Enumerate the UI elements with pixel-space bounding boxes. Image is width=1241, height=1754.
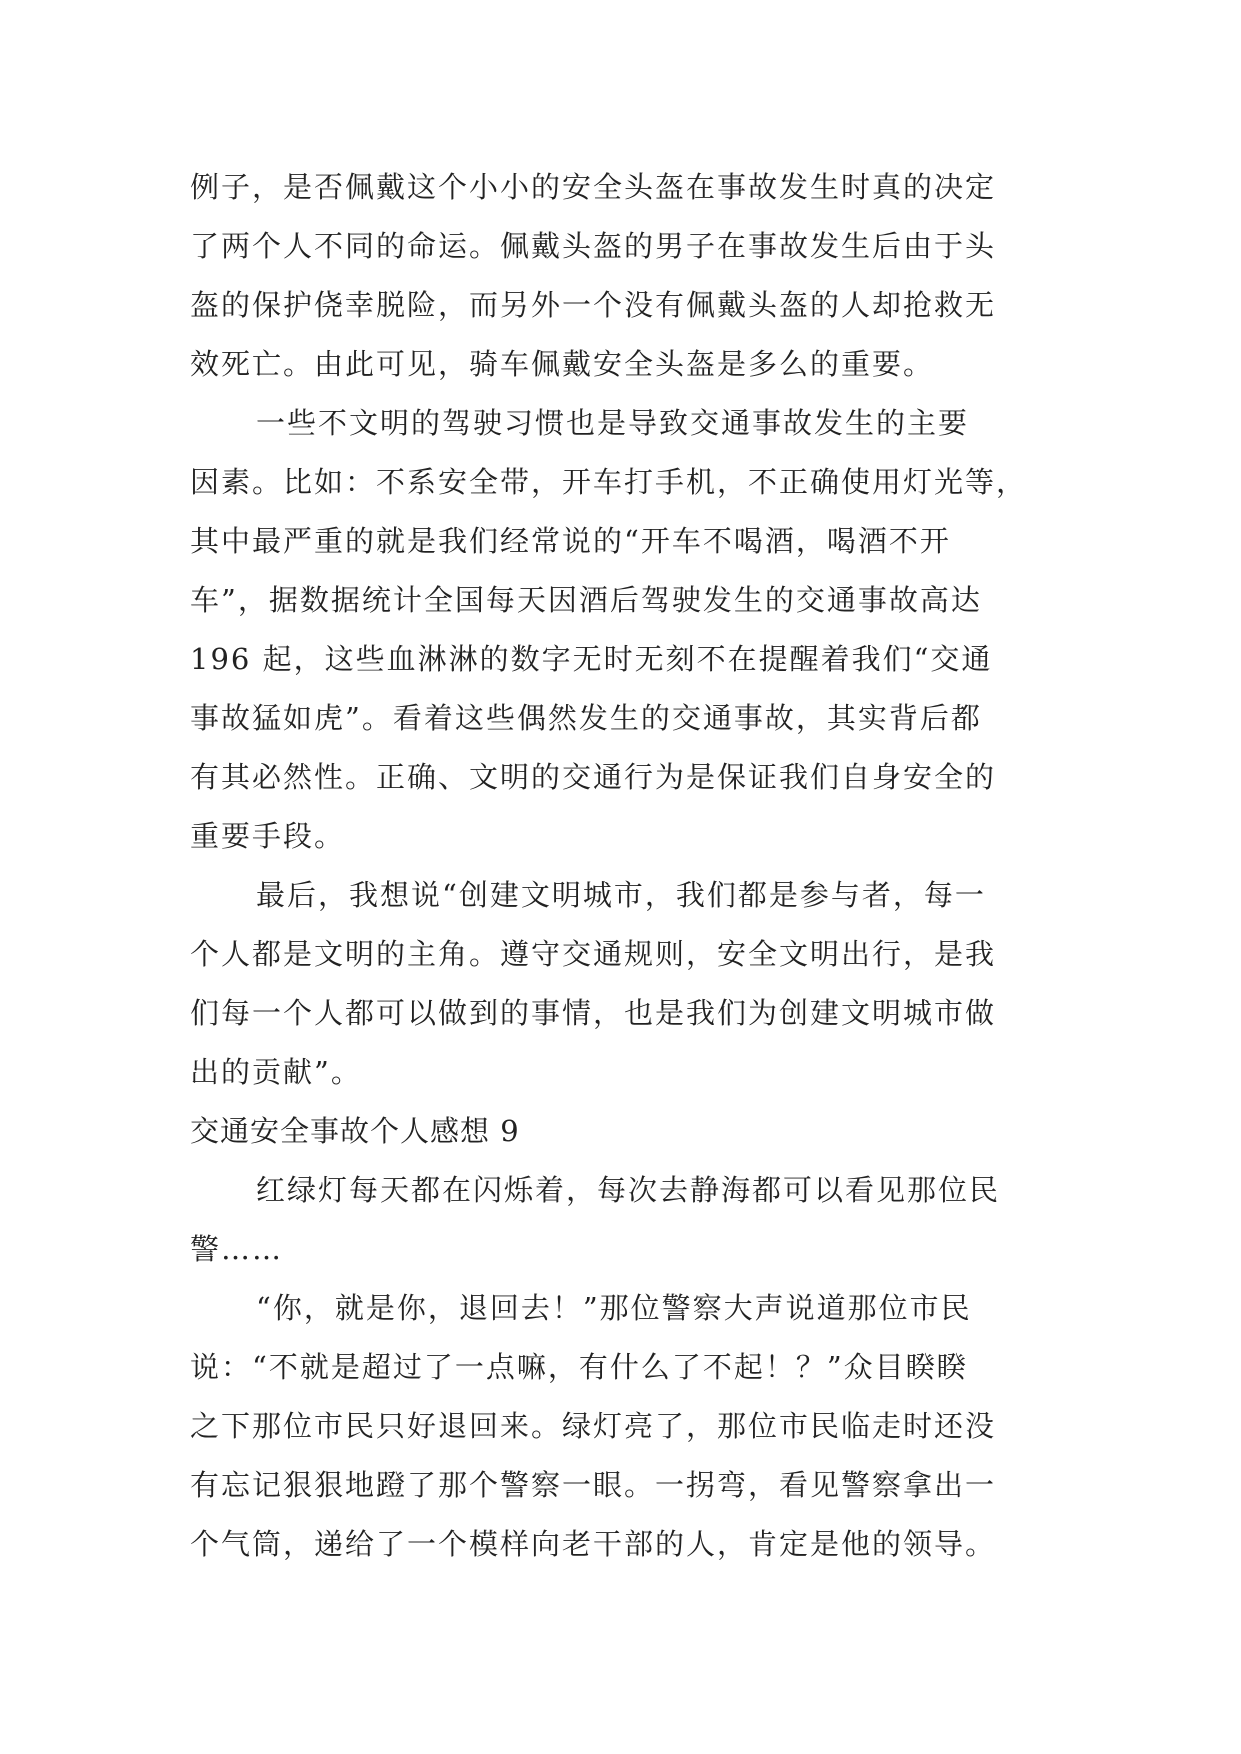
paragraph-driving-habits bbox=[190, 394, 1050, 866]
text-line: 196 起，这些血淋淋的数字无时无刻不在提醒着我们“交通 bbox=[190, 642, 993, 676]
text-line: 个气筒，递给了一个模样向老干部的人，肯定是他的领导。 bbox=[190, 1527, 997, 1561]
text-line: 们每一个人都可以做到的事情，也是我们为创建文明城市做 bbox=[190, 996, 997, 1030]
text-line: 效死亡。由此可见，骑车佩戴安全头盔是多么的重要。 bbox=[190, 347, 935, 381]
paragraph-police-story bbox=[190, 1279, 1050, 1574]
text-line: 因素。比如：不系安全带，开车打手机，不正确使用灯光等， bbox=[190, 465, 1028, 499]
text-line: 警…… bbox=[190, 1232, 284, 1266]
text-line: 事故猛如虎”。看着这些偶然发生的交通事故，其实背后都 bbox=[190, 701, 982, 735]
text-line: 有忘记狠狠地蹬了那个警察一眼。一拐弯，看见警察拿出一 bbox=[190, 1468, 997, 1502]
paragraph-civilized-city bbox=[190, 866, 1050, 1102]
text-line: 之下那位市民只好退回来。绿灯亮了，那位市民临走时还没 bbox=[190, 1409, 997, 1443]
text-line: 个人都是文明的主角。遵守交通规则，安全文明出行，是我 bbox=[190, 937, 997, 971]
text-line: “你，就是你，退回去！”那位警察大声说道那位市民 bbox=[256, 1291, 972, 1325]
text-line: 红绿灯每天都在闪烁着，每次去静海都可以看见那位民 bbox=[256, 1173, 1001, 1207]
text-line: 车”，据数据统计全国每天因酒后驾驶发生的交通事故高达 bbox=[190, 583, 982, 617]
paragraph-traffic-light bbox=[190, 1161, 1050, 1279]
text-line: 了两个人不同的命运。佩戴头盔的男子在事故发生后由于头 bbox=[190, 229, 997, 263]
text-line: 盔的保护侥幸脱险，而另外一个没有佩戴头盔的人却抢救无 bbox=[190, 288, 997, 322]
text-line: 例子，是否佩戴这个小小的安全头盔在事故发生时真的决定 bbox=[190, 170, 997, 204]
text-line: 其中最严重的就是我们经常说的“开车不喝酒，喝酒不开 bbox=[190, 524, 951, 558]
text-line: 最后，我想说“创建文明城市，我们都是参与者，每一 bbox=[256, 878, 986, 912]
text-line: 一些不文明的驾驶习惯也是导致交通事故发生的主要 bbox=[256, 406, 970, 440]
document-body bbox=[190, 158, 1050, 1574]
text-line: 重要手段。 bbox=[190, 819, 346, 853]
text-line: 说：“不就是超过了一点嘛，有什么了不起！？”众目睽睽 bbox=[190, 1350, 968, 1384]
section-heading: 交通安全事故个人感想 9 bbox=[190, 1114, 520, 1148]
paragraph-helmet-example bbox=[190, 158, 1050, 394]
text-line: 有其必然性。正确、文明的交通行为是保证我们自身安全的 bbox=[190, 760, 997, 794]
text-line: 出的贡献”。 bbox=[190, 1055, 362, 1089]
